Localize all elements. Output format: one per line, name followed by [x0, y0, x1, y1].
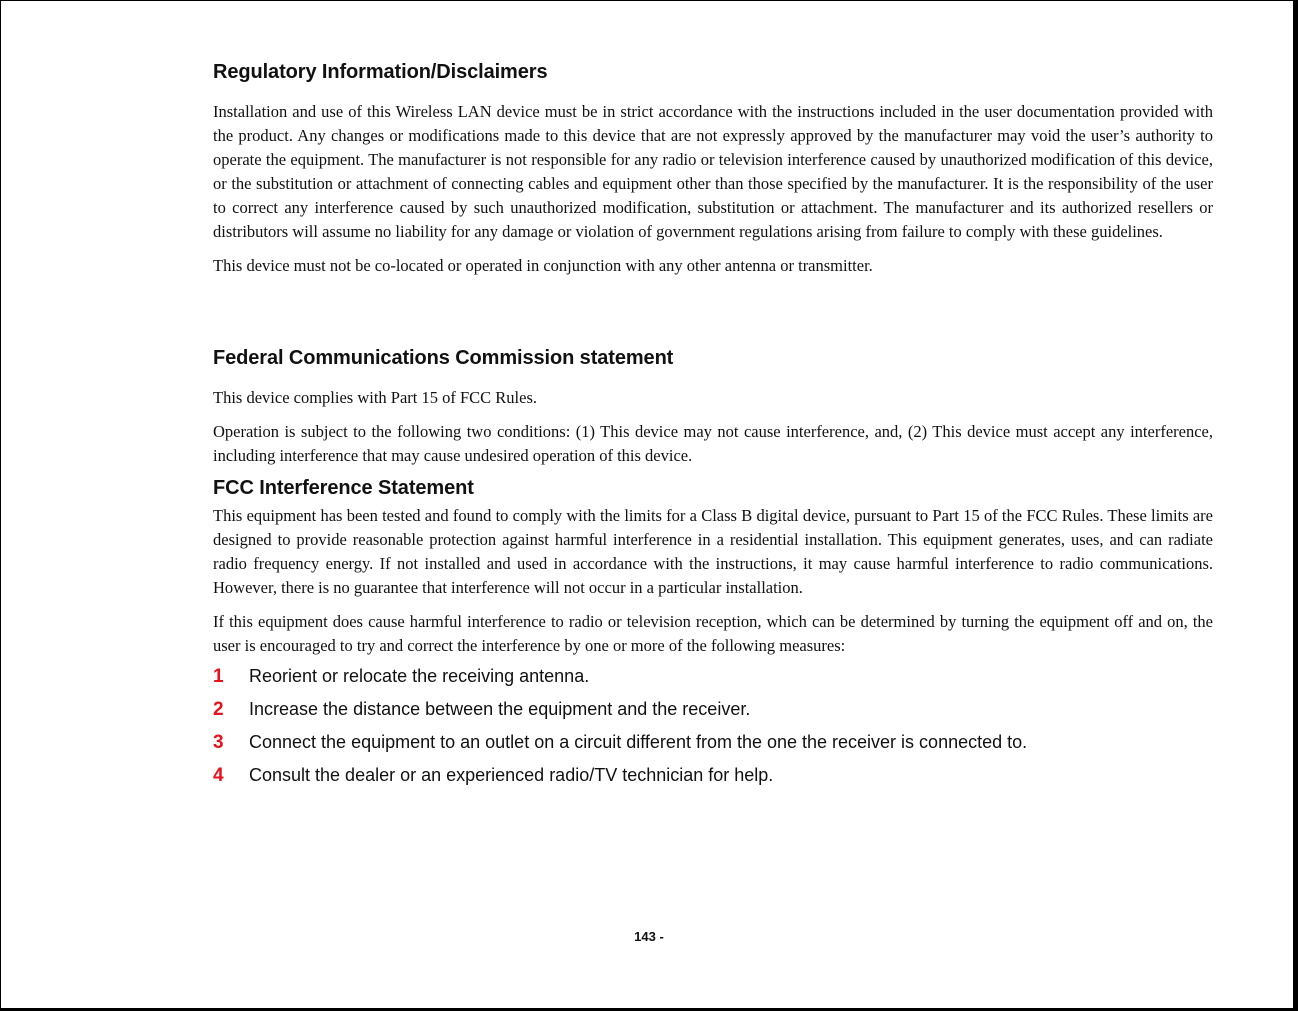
- fcc-statement-heading: Federal Communications Commission statement: [213, 347, 674, 369]
- list-item: [213, 726, 1213, 759]
- list-item-number: 2: [213, 699, 224, 720]
- list-item: [213, 759, 1213, 792]
- list-item: [213, 693, 1213, 726]
- fcc-conditions-paragraph: Operation is subject to the following two conditions: (1) This device may not cause interference, and, (2) This device must accept any interference, including interference that may cause undesired operation of this device.: [213, 422, 1213, 465]
- fcc-measures-intro: If this equipment does cause harmful interference to radio or television reception, which can be determined by turning the equipment off and on, the user is encouraged to try and correct the interference by one or more of the following measures:: [213, 612, 1213, 655]
- list-item-number: 1: [213, 666, 224, 687]
- list-item-text: Reorient or relocate the receiving antenna.: [249, 666, 590, 686]
- page-number: 143 -: [634, 929, 664, 944]
- document-body: [213, 58, 1213, 792]
- regulatory-heading: Regulatory Information/Disclaimers: [213, 61, 548, 83]
- list-item-text: Connect the equipment to an outlet on a circuit different from the one the receiver is connected to.: [249, 732, 1028, 752]
- regulatory-paragraph: Installation and use of this Wireless LAN device must be in strict accordance with the instructions included in the user documentation provided with the product. Any changes or modifications made to this device that are not expressly approved by the manufacturer may void the user’s authority to operate the equipment. The manufacturer is not responsible for any radio or television interference caused by unauthorized modification of this device, or the substitution or attachment of connecting cables and equipment other than those specified by the manufacturer. It is the responsibility of the user to correct any interference caused by such unauthorized modification, substitution or attachment. The manufacturer and its authorized resellers or distributors will assume no liability for any damage or violation of government regulations arising from failure to comply with these guidelines.: [213, 102, 1213, 241]
- colocation-paragraph: This device must not be co-located or operated in conjunction with any other antenna or transmitter.: [213, 256, 873, 275]
- list-item-number: 4: [213, 765, 224, 786]
- list-item-text: Consult the dealer or an experienced radio/TV technician for help.: [249, 765, 774, 785]
- list-item: [213, 660, 1213, 693]
- measures-list: [213, 660, 1213, 792]
- fcc-interference-heading: FCC Interference Statement: [213, 477, 474, 499]
- list-item-number: 3: [213, 732, 224, 753]
- fcc-interference-paragraph: This equipment has been tested and found to comply with the limits for a Class B digital device, pursuant to Part 15 of the FCC Rules. These limits are designed to provide reasonable protection against harmful interference in a residential installation. This equipment generates, uses, and can radiate radio frequency energy. If not installed and used in accordance with the instructions, it may cause harmful interference to radio communications. However, there is no guarantee that interference will not occur in a particular installation.: [213, 506, 1213, 597]
- list-item-text: Increase the distance between the equipment and the receiver.: [249, 699, 751, 719]
- fcc-compliance-paragraph: This device complies with Part 15 of FCC Rules.: [213, 388, 538, 407]
